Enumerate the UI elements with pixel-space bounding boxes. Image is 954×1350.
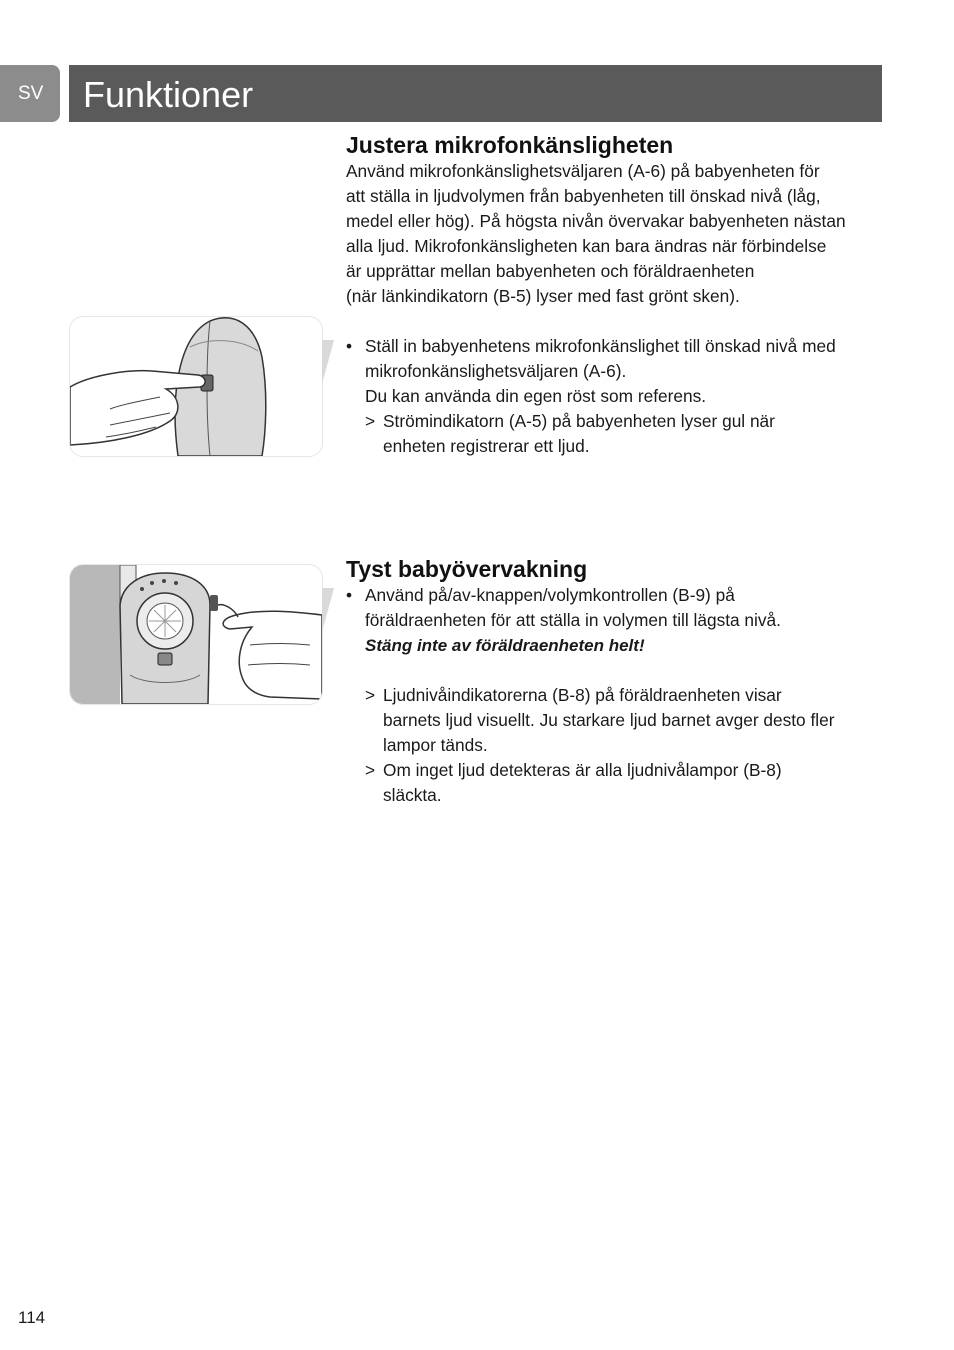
text-line: lampor tänds. (383, 735, 488, 755)
section-heading: Tyst babyövervakning (346, 556, 588, 582)
warning-text: Stäng inte av föräldraenheten helt! (365, 636, 645, 655)
result-item (346, 409, 886, 459)
text-line: Använd på/av-knappen/volymkontrollen (B-9) på (365, 585, 735, 605)
bullet-mark: • (346, 585, 353, 605)
page-title: Funktioner (83, 74, 254, 115)
text-line: Du kan använda din egen röst som referens. (365, 386, 707, 406)
section-microphone-sensitivity (346, 131, 886, 459)
result-mark: > (365, 411, 376, 431)
text-line: alla ljud. Mikrofonkänsligheten kan bara ändras när förbindelse (346, 236, 827, 256)
instruction-bullet (346, 334, 886, 409)
section-silent-monitoring (346, 555, 886, 808)
text-line: Strömindikatorn (A-5) på babyenheten lyser gul när (383, 411, 775, 431)
text-line: Använd mikrofonkänslighetsväljaren (A-6) på babyenheten för (346, 161, 820, 181)
baby-unit-illustration (69, 316, 323, 457)
page-number: 114 (18, 1308, 46, 1327)
text-line: föräldraenheten för att ställa in volymen till lägsta nivå. (365, 610, 781, 630)
instruction-bullet (346, 583, 886, 633)
text-line: Ljudnivåindikatorerna (B-8) på föräldraenheten visar (383, 685, 782, 705)
result-mark: > (365, 760, 376, 780)
bullet-mark: • (346, 336, 353, 356)
result-item (346, 683, 886, 758)
parent-unit-illustration (69, 564, 323, 705)
section-paragraph (346, 159, 886, 309)
corner-accent (318, 588, 334, 632)
text-line: mikrofonkänslighetsväljaren (A-6). (365, 361, 627, 381)
title-bar (69, 65, 882, 122)
text-line: medel eller hög). På högsta nivån övervakar babyenheten nästan (346, 211, 846, 231)
text-line: enheten registrerar ett ljud. (383, 436, 590, 456)
text-line: Om inget ljud detekteras är alla ljudnivålampor (B-8) (383, 760, 782, 780)
text-line: att ställa in ljudvolymen från babyenheten till önskad nivå (låg, (346, 186, 821, 206)
text-line: barnets ljud visuellt. Ju starkare ljud barnet avger desto fler (383, 710, 835, 730)
language-tab: SV (0, 65, 60, 122)
text-line: är upprättar mellan babyenheten och föräldraenheten (346, 261, 755, 281)
section-heading: Justera mikrofonkänsligheten (346, 132, 674, 158)
text-line: släckta. (383, 785, 442, 805)
result-item (346, 758, 886, 808)
text-line: (när länkindikatorn (B-5) lyser med fast grönt sken). (346, 286, 740, 306)
text-line: Ställ in babyenhetens mikrofonkänslighet till önskad nivå med (365, 336, 836, 356)
result-mark: > (365, 685, 376, 705)
corner-accent (318, 340, 334, 384)
